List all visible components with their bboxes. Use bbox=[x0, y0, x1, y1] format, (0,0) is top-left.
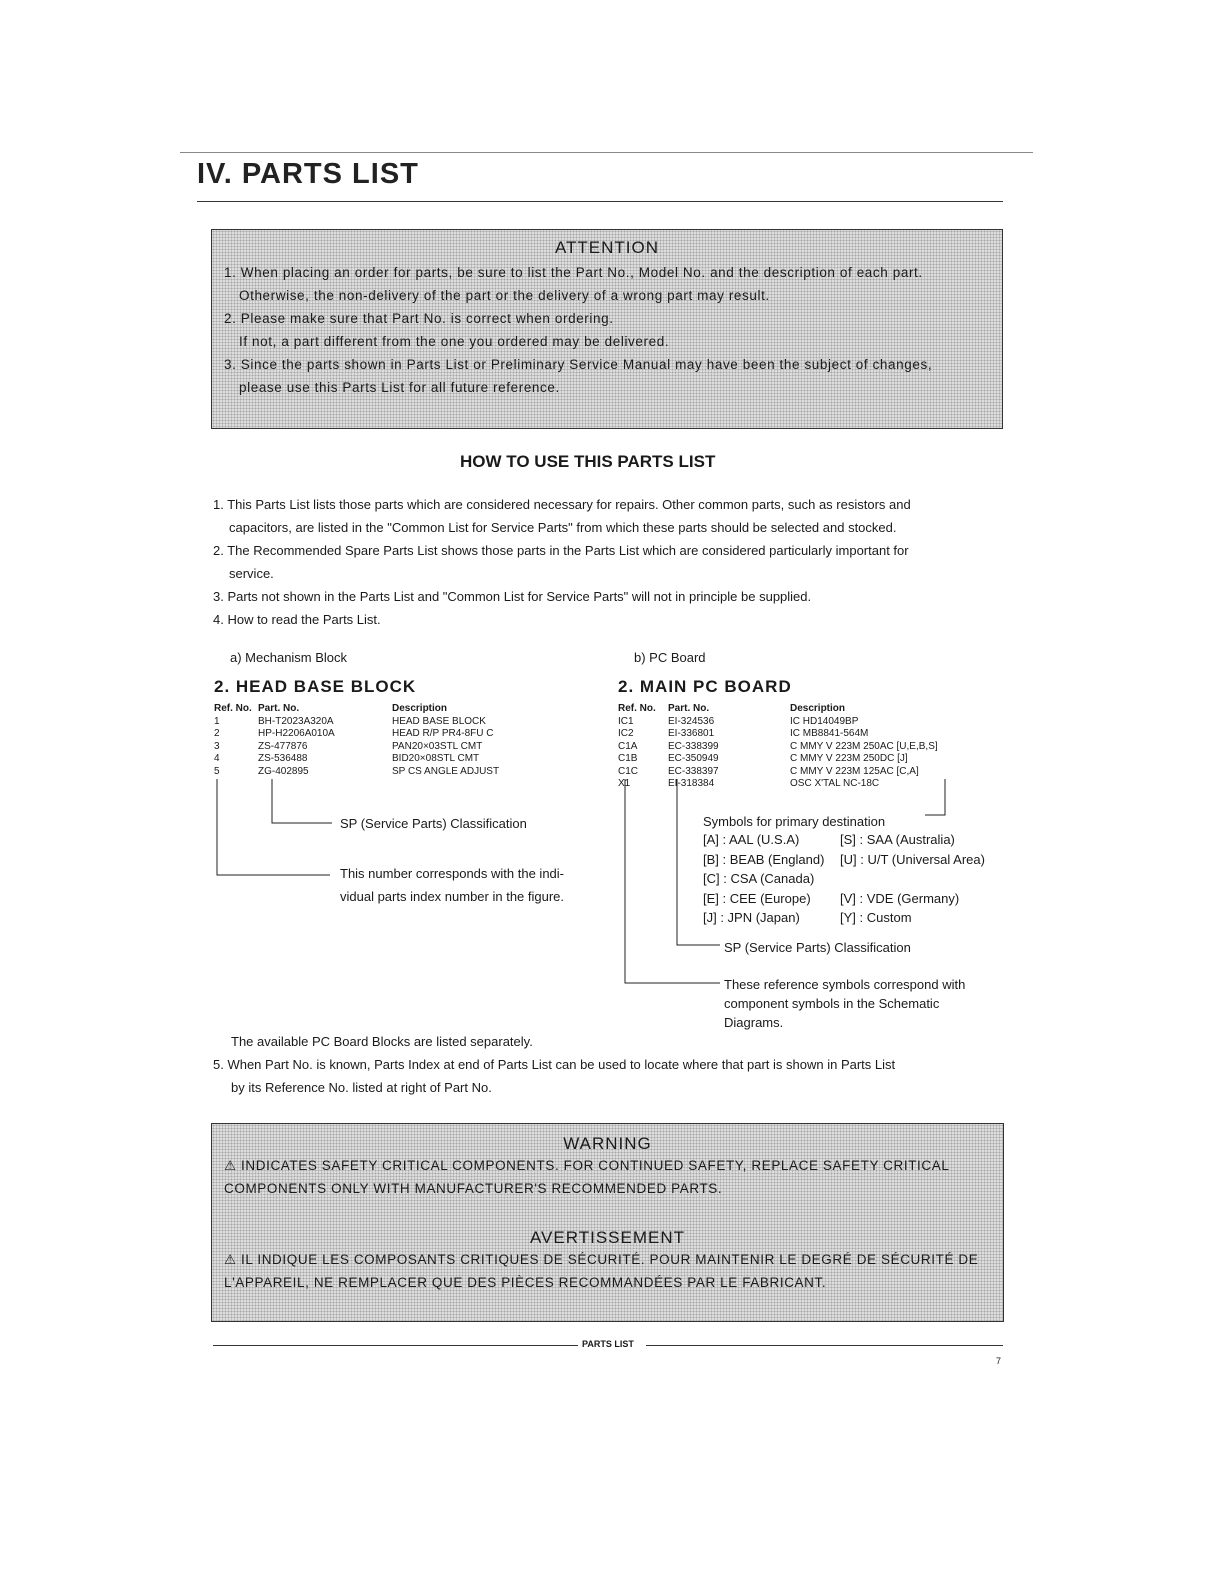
symbol-entry: [S] : SAA (Australia) bbox=[840, 832, 955, 847]
table-row bbox=[618, 728, 938, 741]
part-no: EI-324536 bbox=[668, 715, 715, 727]
how-to-line: 3. Parts not shown in the Parts List and "Common List for Service Parts" will not in principle be supplied. bbox=[213, 589, 812, 604]
after-line: 5. When Part No. is known, Parts Index at end of Parts List can be used to locate where that part is shown in Parts List bbox=[213, 1057, 896, 1072]
description: OSC X'TAL NC-18C bbox=[790, 778, 880, 789]
col-part: Part. No. bbox=[258, 703, 300, 714]
description: SP CS ANGLE ADJUST bbox=[392, 765, 500, 777]
part-no: EC-338399 bbox=[668, 740, 719, 752]
head-base-heading: 2. HEAD BASE BLOCK bbox=[214, 677, 417, 696]
symbol-entry: [A] : AAL (U.S.A) bbox=[703, 832, 800, 847]
ref-no: C1B bbox=[618, 753, 638, 764]
part-no: ZG-402895 bbox=[258, 765, 309, 777]
ref-note-line: These reference symbols correspond with bbox=[724, 977, 966, 992]
ref-no: 3 bbox=[214, 740, 220, 752]
symbols-heading: Symbols for primary destination bbox=[703, 814, 886, 829]
part-no: BH-T2023A320A bbox=[258, 715, 334, 727]
head-base-sp-note: SP (Service Parts) Classification bbox=[340, 816, 527, 831]
how-to-line: capacitors, are listed in the "Common List for Service Parts" from which these parts should be selected and stocked. bbox=[229, 520, 897, 535]
ref-no: 2 bbox=[214, 728, 220, 739]
part-no: EI-318384 bbox=[668, 778, 715, 789]
part-no: ZS-477876 bbox=[258, 740, 308, 752]
part-no: ZS-536488 bbox=[258, 753, 308, 764]
ref-no: 5 bbox=[214, 765, 220, 777]
ref-note-line: Diagrams. bbox=[724, 1015, 784, 1030]
main-pc-sp-note: SP (Service Parts) Classification bbox=[724, 940, 911, 955]
attention-line: Otherwise, the non-delivery of the part or the delivery of a wrong part may result. bbox=[239, 288, 770, 303]
title-rule bbox=[197, 201, 1003, 202]
footer-label: PARTS LIST bbox=[582, 1339, 634, 1349]
how-to-heading: HOW TO USE THIS PARTS LIST bbox=[460, 452, 716, 471]
table-row bbox=[214, 728, 499, 741]
warning-heading: WARNING bbox=[563, 1134, 652, 1153]
ref-no: IC2 bbox=[618, 728, 634, 739]
symbol-entry: [Y] : Custom bbox=[840, 910, 912, 925]
ref-note-line: component symbols in the Schematic bbox=[724, 996, 940, 1011]
attention-line: If not, a part different from the one you ordered may be delivered. bbox=[239, 334, 670, 349]
description: C MMY V 223M 125AC [C,A] bbox=[790, 765, 919, 777]
footer-rule-left bbox=[213, 1345, 578, 1346]
attention-heading: ATTENTION bbox=[554, 238, 660, 257]
col-desc: Description bbox=[790, 703, 846, 714]
how-to-line: service. bbox=[229, 566, 274, 581]
table-row bbox=[214, 741, 499, 754]
description: BID20×08STL CMT bbox=[392, 753, 480, 764]
how-to-line: 2. The Recommended Spare Parts List shows those parts in the Parts List which are considered particularly important for bbox=[213, 543, 909, 558]
ref-no: C1C bbox=[618, 765, 639, 777]
symbol-entry: [J] : JPN (Japan) bbox=[703, 910, 800, 925]
table-row bbox=[618, 753, 938, 766]
table-row bbox=[214, 753, 499, 766]
ref-no: X1 bbox=[618, 778, 631, 789]
how-to-line: 4. How to read the Parts List. bbox=[213, 612, 381, 627]
sub-a: a) Mechanism Block bbox=[230, 650, 348, 665]
head-base-table bbox=[214, 703, 499, 778]
after-line: by its Reference No. listed at right of Part No. bbox=[231, 1080, 492, 1095]
attention-box bbox=[211, 229, 1003, 429]
table-header bbox=[618, 703, 938, 716]
table-row bbox=[618, 716, 938, 729]
ref-no: C1A bbox=[618, 740, 638, 752]
symbols-list bbox=[703, 830, 985, 928]
head-base-index-note-2: vidual parts index number in the figure. bbox=[340, 889, 565, 904]
ref-no: 1 bbox=[214, 715, 220, 727]
head-base-index-note-1: This number corresponds with the indi- bbox=[340, 866, 564, 881]
page-title: IV. PARTS LIST bbox=[197, 158, 419, 190]
how-to-line: 1. This Parts List lists those parts which are considered necessary for repairs. Other common parts, such as resistors and bbox=[213, 497, 911, 512]
after-text bbox=[213, 1030, 895, 1099]
symbol-entry: [U] : U/T (Universal Area) bbox=[840, 851, 985, 867]
avertissement-heading: AVERTISSEMENT bbox=[529, 1228, 685, 1247]
symbol-entry: [B] : BEAB (England) bbox=[703, 851, 825, 867]
warning-box bbox=[211, 1123, 1004, 1322]
symbol-row bbox=[703, 830, 985, 850]
description: HEAD BASE BLOCK bbox=[392, 715, 486, 727]
sub-b: b) PC Board bbox=[634, 650, 706, 665]
symbol-row bbox=[703, 889, 985, 909]
description: PAN20×03STL CMT bbox=[392, 740, 483, 752]
ref-no: 4 bbox=[214, 753, 220, 764]
attention-line: 2. Please make sure that Part No. is correct when ordering. bbox=[224, 311, 614, 326]
table-row bbox=[618, 741, 938, 754]
col-part: Part. No. bbox=[668, 703, 710, 714]
attention-line: please use this Parts List for all future reference. bbox=[239, 380, 560, 395]
part-no: EC-350949 bbox=[668, 753, 719, 764]
after-line: The available PC Board Blocks are listed separately. bbox=[231, 1034, 533, 1049]
warning-line: COMPONENTS ONLY WITH MANUFACTURER'S RECOMMENDED PARTS. bbox=[224, 1181, 723, 1196]
part-no: EC-338397 bbox=[668, 765, 719, 777]
warning-fr-line: L'APPAREIL, NE REMPLACER QUE DES PIÈCES RECOMMANDÉES PAR LE FABRICANT. bbox=[224, 1275, 827, 1290]
symbol-entry: [C] : CSA (Canada) bbox=[703, 871, 815, 886]
description: IC MB8841-564M bbox=[790, 728, 869, 739]
col-ref: Ref. No. bbox=[618, 703, 656, 714]
col-ref: Ref. No. bbox=[214, 703, 252, 714]
symbol-entry: [V] : VDE (Germany) bbox=[840, 890, 960, 906]
part-no: EI-336801 bbox=[668, 728, 715, 739]
symbol-row bbox=[703, 908, 985, 928]
col-desc: Description bbox=[392, 703, 448, 714]
footer-rule-right bbox=[646, 1345, 1003, 1346]
part-no: HP-H2206A010A bbox=[258, 728, 335, 739]
main-pc-ref-note bbox=[724, 975, 965, 1032]
attention-line: 1. When placing an order for parts, be sure to list the Part No., Model No. and the description of each part. bbox=[224, 265, 923, 280]
how-to-list bbox=[213, 493, 911, 631]
main-pc-heading: 2. MAIN PC BOARD bbox=[618, 677, 792, 696]
top-rule bbox=[180, 152, 1033, 153]
description: C MMY V 223M 250DC [J] bbox=[790, 753, 908, 764]
page-number: 7 bbox=[996, 1356, 1002, 1366]
description: IC HD14049BP bbox=[790, 715, 859, 727]
description: C MMY V 223M 250AC [U,E,B,S] bbox=[790, 740, 938, 752]
warning-fr-line: ⚠ IL INDIQUE LES COMPOSANTS CRITIQUES DE SÉCURITÉ. POUR MAINTENIR LE DEGRÉ DE SÉCURITÉ DE bbox=[224, 1252, 979, 1267]
description: HEAD R/P PR4-8FU C bbox=[392, 728, 494, 739]
symbol-entry: [E] : CEE (Europe) bbox=[703, 890, 811, 906]
symbol-row bbox=[703, 869, 985, 889]
table-row bbox=[214, 716, 499, 729]
attention-line: 3. Since the parts shown in Parts List or Preliminary Service Manual may have been the subject of changes, bbox=[224, 357, 933, 372]
warning-line: ⚠ INDICATES SAFETY CRITICAL COMPONENTS. FOR CONTINUED SAFETY, REPLACE SAFETY CRITICAL bbox=[224, 1158, 950, 1173]
symbol-row bbox=[703, 850, 985, 870]
table-header bbox=[214, 703, 499, 716]
ref-no: IC1 bbox=[618, 715, 634, 727]
